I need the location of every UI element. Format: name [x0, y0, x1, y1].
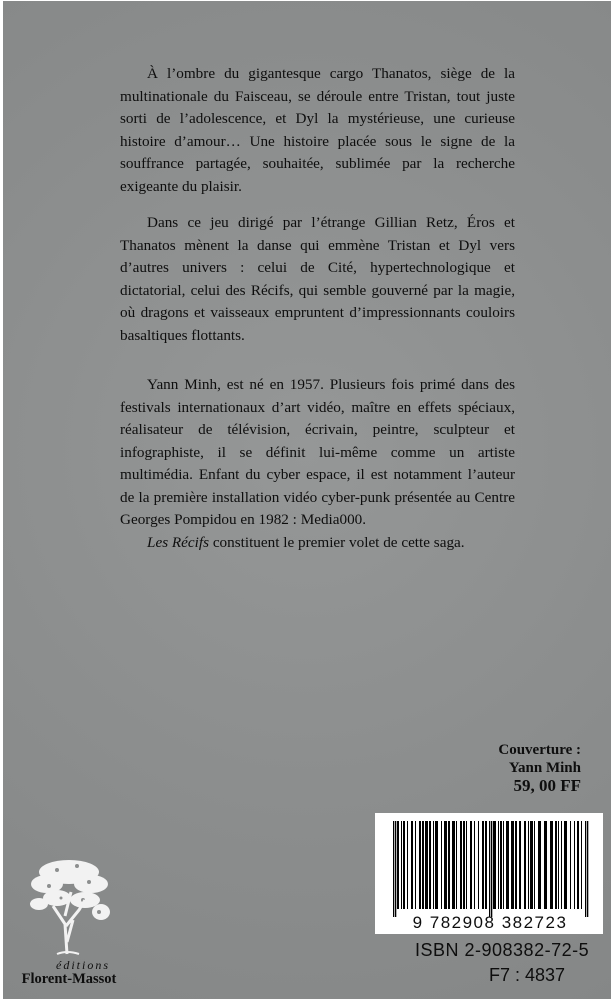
- barcode-bar: [577, 821, 579, 909]
- barcode-guard-bar: [587, 821, 588, 917]
- barcode-bar: [415, 821, 416, 909]
- stock-code: F7 : 4837: [489, 965, 566, 985]
- barcode-bar: [498, 821, 499, 909]
- barcode-bar: [570, 821, 571, 909]
- barcode-bar: [397, 821, 399, 909]
- barcode-bar: [534, 821, 535, 909]
- back-cover: [3, 1, 611, 999]
- barcode-bar: [564, 821, 567, 909]
- barcode-guard-bar: [393, 821, 394, 917]
- barcode-bar: [460, 821, 462, 909]
- barcode-bar: [474, 821, 475, 909]
- barcode-bar: [452, 821, 455, 909]
- barcode-bar: [550, 821, 553, 909]
- barcode-digits: 9 782908 382723: [412, 913, 568, 932]
- barcode-bar: [407, 821, 408, 909]
- barcode-bar: [511, 821, 514, 909]
- barcode-bar: [561, 821, 562, 909]
- barcode-bar: [456, 821, 457, 909]
- tree-icon: [27, 854, 111, 960]
- price-label: 59, 00 FF: [513, 776, 581, 795]
- barcode-bar: [403, 821, 405, 909]
- barcode-bar: [544, 821, 547, 909]
- barcode-guard-bar: [585, 821, 586, 917]
- barcode-guard-bar: [491, 821, 492, 917]
- barcode-bar: [503, 821, 504, 909]
- barcode-bar: [448, 821, 450, 909]
- blurb-paragraph-2: Dans ce jeu dirigé par l’étrange Gillian Retz, Éros et Thanatos mènent la danse qui emmène Tristan et Dyl vers d’autres univers : celui de Cité, hypertechnologique et dictatorial, celui des Récifs, qui semble gouverné par la magie, où dragons et vaisseaux empruntent d’impressionnants couloirs basaltiques flottants.: [120, 214, 515, 344]
- publisher-editions-word: éditions: [56, 958, 110, 972]
- author-bio-paragraph: Yann Minh, est né en 1957. Plusieurs fois primé dans des festivals internationaux d’art vidéo, maître en effets spéciaux, réalisateur de télévision, écrivain, peintre, sculpteur et infographiste, il se définit lui-même comme un artiste multimédia. Enfant du cyber espace, il est notamment l’auteur de la première installation vidéo cyber-punk présentée au Centre Georges Pompidou en 1982 : Media000.: [120, 376, 515, 528]
- cover-credit-name: Yann Minh: [508, 760, 581, 776]
- barcode-bar: [555, 821, 557, 909]
- barcode-bar: [429, 821, 431, 909]
- barcode-bar: [581, 821, 582, 909]
- barcode-bar: [515, 821, 517, 909]
- isbn-number: ISBN 2-908382-72-5: [415, 940, 590, 960]
- barcode-guard-bar: [489, 821, 490, 917]
- barcode-bar: [441, 821, 442, 909]
- barcode-bar: [558, 821, 559, 909]
- barcode-guard-bar: [395, 821, 396, 917]
- barcode-bar: [538, 821, 541, 909]
- barcode-bar: [485, 821, 487, 909]
- barcode-bar: [524, 821, 526, 909]
- barcode-bar: [528, 821, 529, 909]
- blurb-text: [120, 63, 515, 554]
- barcode-bar: [425, 821, 428, 909]
- cover-credit-label: Couverture :: [498, 742, 581, 758]
- barcode-bar: [463, 821, 465, 909]
- barcode-bar: [482, 821, 484, 909]
- barcode-bar: [470, 821, 472, 909]
- publisher-name: Florent-Massot: [21, 971, 117, 987]
- barcode-bar: [574, 821, 575, 909]
- cover-credit: [498, 741, 581, 777]
- barcode-bar: [500, 821, 502, 909]
- barcode-bar: [435, 821, 438, 909]
- series-note-text: constituent le premier volet de cette saga.: [209, 533, 465, 551]
- barcode-bar: [444, 821, 447, 909]
- barcode-bar: [433, 821, 434, 909]
- barcode-bar: [478, 821, 479, 909]
- barcode-bar: [519, 821, 521, 909]
- barcode-bar: [506, 821, 509, 909]
- barcode-bar: [466, 821, 467, 909]
- barcode: [375, 813, 603, 934]
- series-note-paragraph: [120, 532, 515, 555]
- barcode-bar: [419, 821, 421, 909]
- barcode-bar: [493, 821, 496, 909]
- book-title-reference: Les Récifs: [147, 533, 210, 551]
- blurb-paragraph-1: À l’ombre du gigantesque cargo Thanatos, siège de la multinationale du Faisceau, se déroule entre Tristan, tout juste sorti de l’adolescence, et Dyl la mystérieuse, une curieuse histoire d’amour… Une histoire placée sous le signe de la souffrance partagée, souhaitée, sublimée par la recherche exigeante du plaisir.: [120, 65, 515, 195]
- barcode-bar: [411, 821, 413, 909]
- barcode-bar: [422, 821, 424, 909]
- barcode-bar: [401, 821, 402, 909]
- barcode-bar: [530, 821, 533, 909]
